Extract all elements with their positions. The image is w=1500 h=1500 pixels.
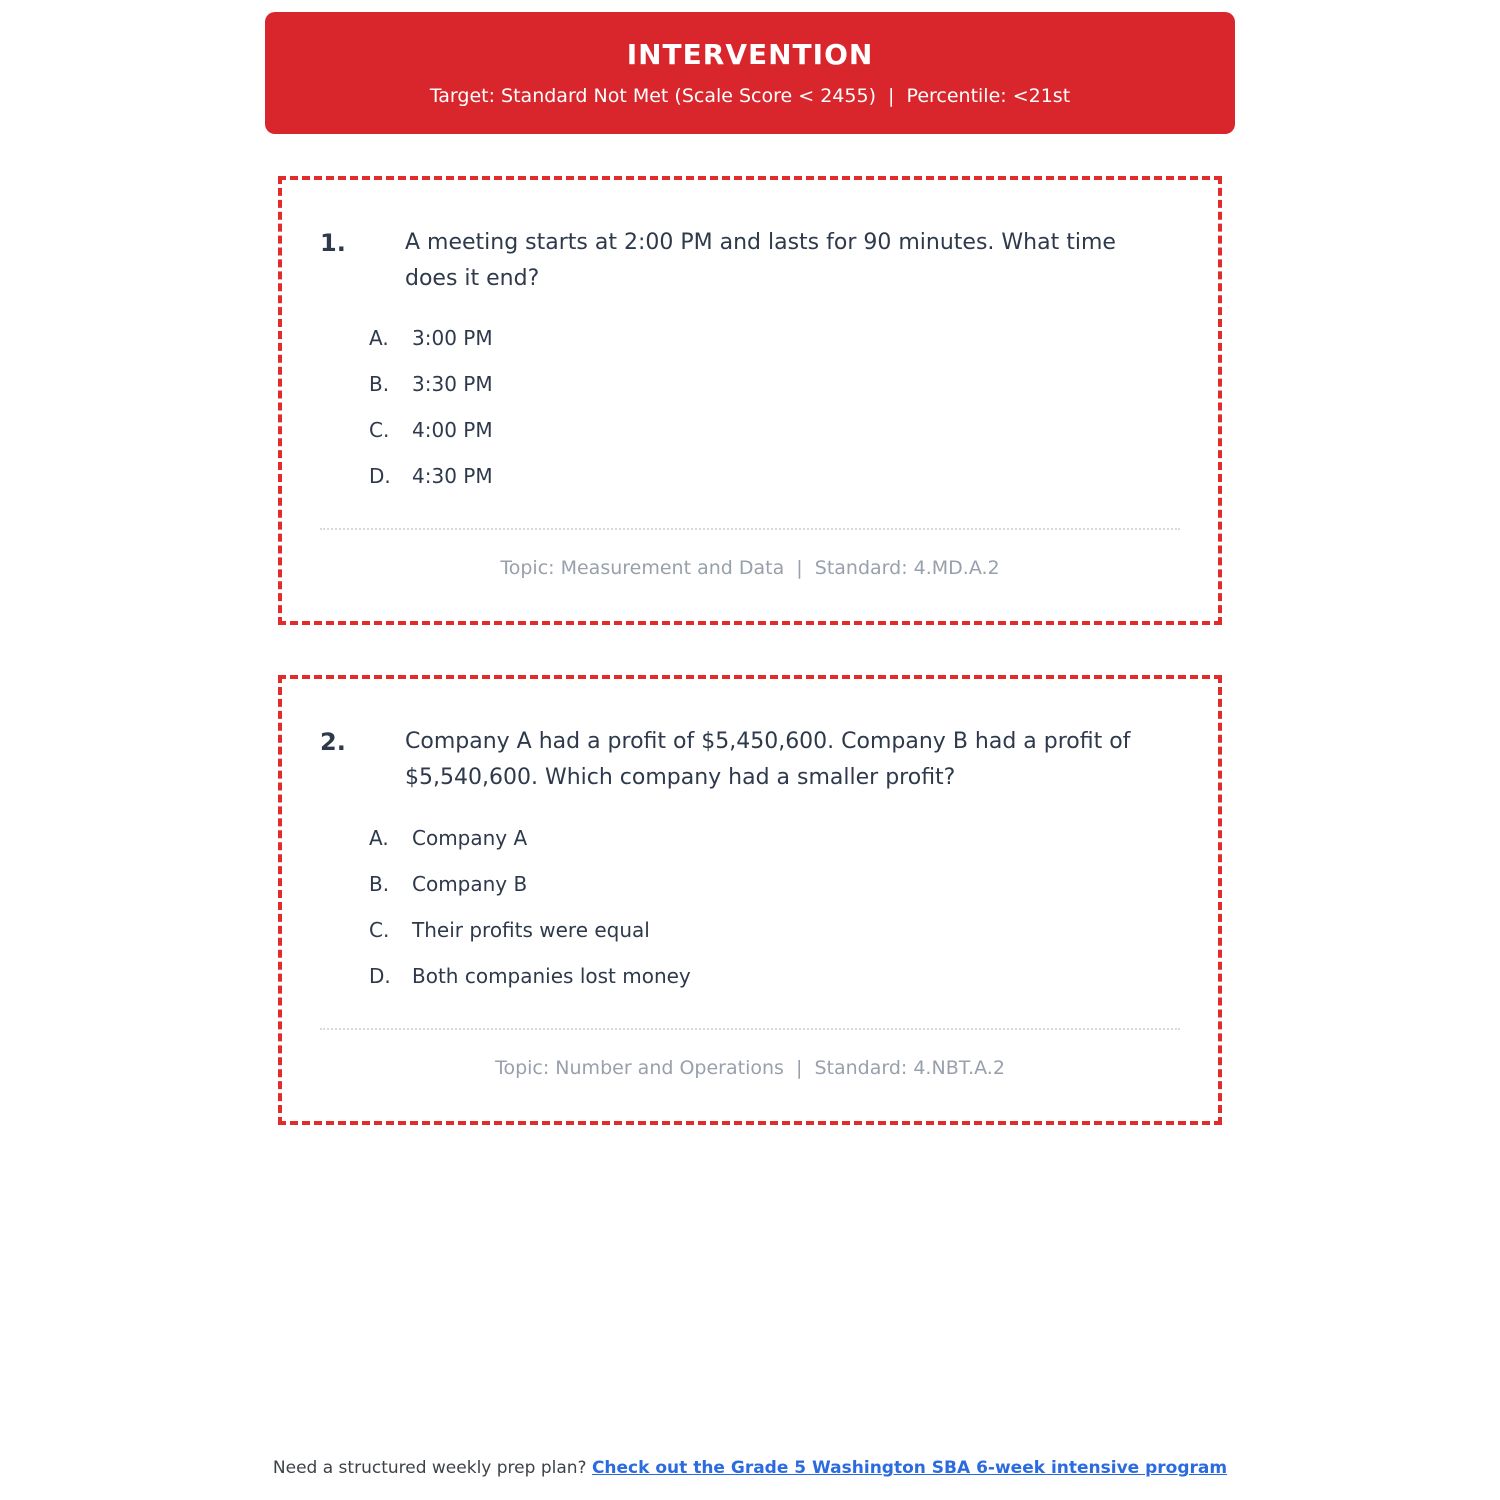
question-1-option-a	[369, 326, 1180, 350]
option-text: 4:30 PM	[412, 464, 493, 489]
question-card-1	[278, 176, 1222, 625]
option-text: 3:00 PM	[412, 326, 493, 351]
footer-program-link[interactable]: Check out the Grade 5 Washington SBA 6-week intensive program	[591, 1458, 1228, 1478]
question-card-2	[278, 675, 1222, 1124]
option-letter: C.	[369, 418, 390, 443]
option-text: 4:00 PM	[412, 418, 493, 443]
banner-subtitle: Target: Standard Not Met (Scale Score < 2455) | Percentile: <21st	[429, 85, 1071, 107]
intervention-banner	[265, 12, 1235, 134]
question-2-options	[369, 826, 1180, 988]
option-letter: A.	[369, 825, 389, 850]
option-text: 3:30 PM	[412, 372, 493, 397]
question-2-meta: Topic: Number and Operations | Standard: 4.NBT.A.2	[495, 1056, 1005, 1079]
question-2-row	[320, 724, 1180, 795]
option-letter: B.	[369, 871, 390, 896]
question-2-option-b	[369, 872, 1180, 896]
question-1-row	[320, 225, 1180, 296]
question-1-number: 1.	[320, 229, 346, 257]
option-text: Both companies lost money	[412, 963, 691, 988]
footer-prompt: Need a structured weekly prep plan?	[272, 1458, 592, 1478]
question-1-text: A meeting starts at 2:00 PM and lasts for 90 minutes. What time does it end?	[405, 230, 1116, 291]
option-letter: D.	[369, 464, 391, 489]
option-letter: C.	[369, 917, 390, 942]
card-divider	[320, 528, 1180, 530]
question-1-options	[369, 326, 1180, 488]
question-2-option-a	[369, 826, 1180, 850]
question-1-option-c	[369, 418, 1180, 442]
question-1-option-b	[369, 372, 1180, 396]
question-2-option-c	[369, 918, 1180, 942]
option-text: Company B	[412, 871, 528, 896]
question-1-option-d	[369, 464, 1180, 488]
question-2-option-d	[369, 964, 1180, 988]
banner-title: INTERVENTION	[626, 38, 874, 71]
option-letter: A.	[369, 326, 389, 351]
question-2-text: Company A had a profit of $5,450,600. Company B had a profit of $5,540,600. Which company had a smaller profit?	[405, 729, 1131, 790]
question-1-meta: Topic: Measurement and Data | Standard: 4.MD.A.2	[500, 557, 1000, 580]
footer-cta	[0, 1458, 1500, 1478]
option-text: Their profits were equal	[412, 917, 650, 942]
worksheet-page	[265, 0, 1235, 1125]
card-divider	[320, 1028, 1180, 1030]
option-letter: B.	[369, 372, 390, 397]
question-2-number: 2.	[320, 728, 346, 757]
option-letter: D.	[369, 963, 391, 988]
option-text: Company A	[412, 825, 528, 850]
